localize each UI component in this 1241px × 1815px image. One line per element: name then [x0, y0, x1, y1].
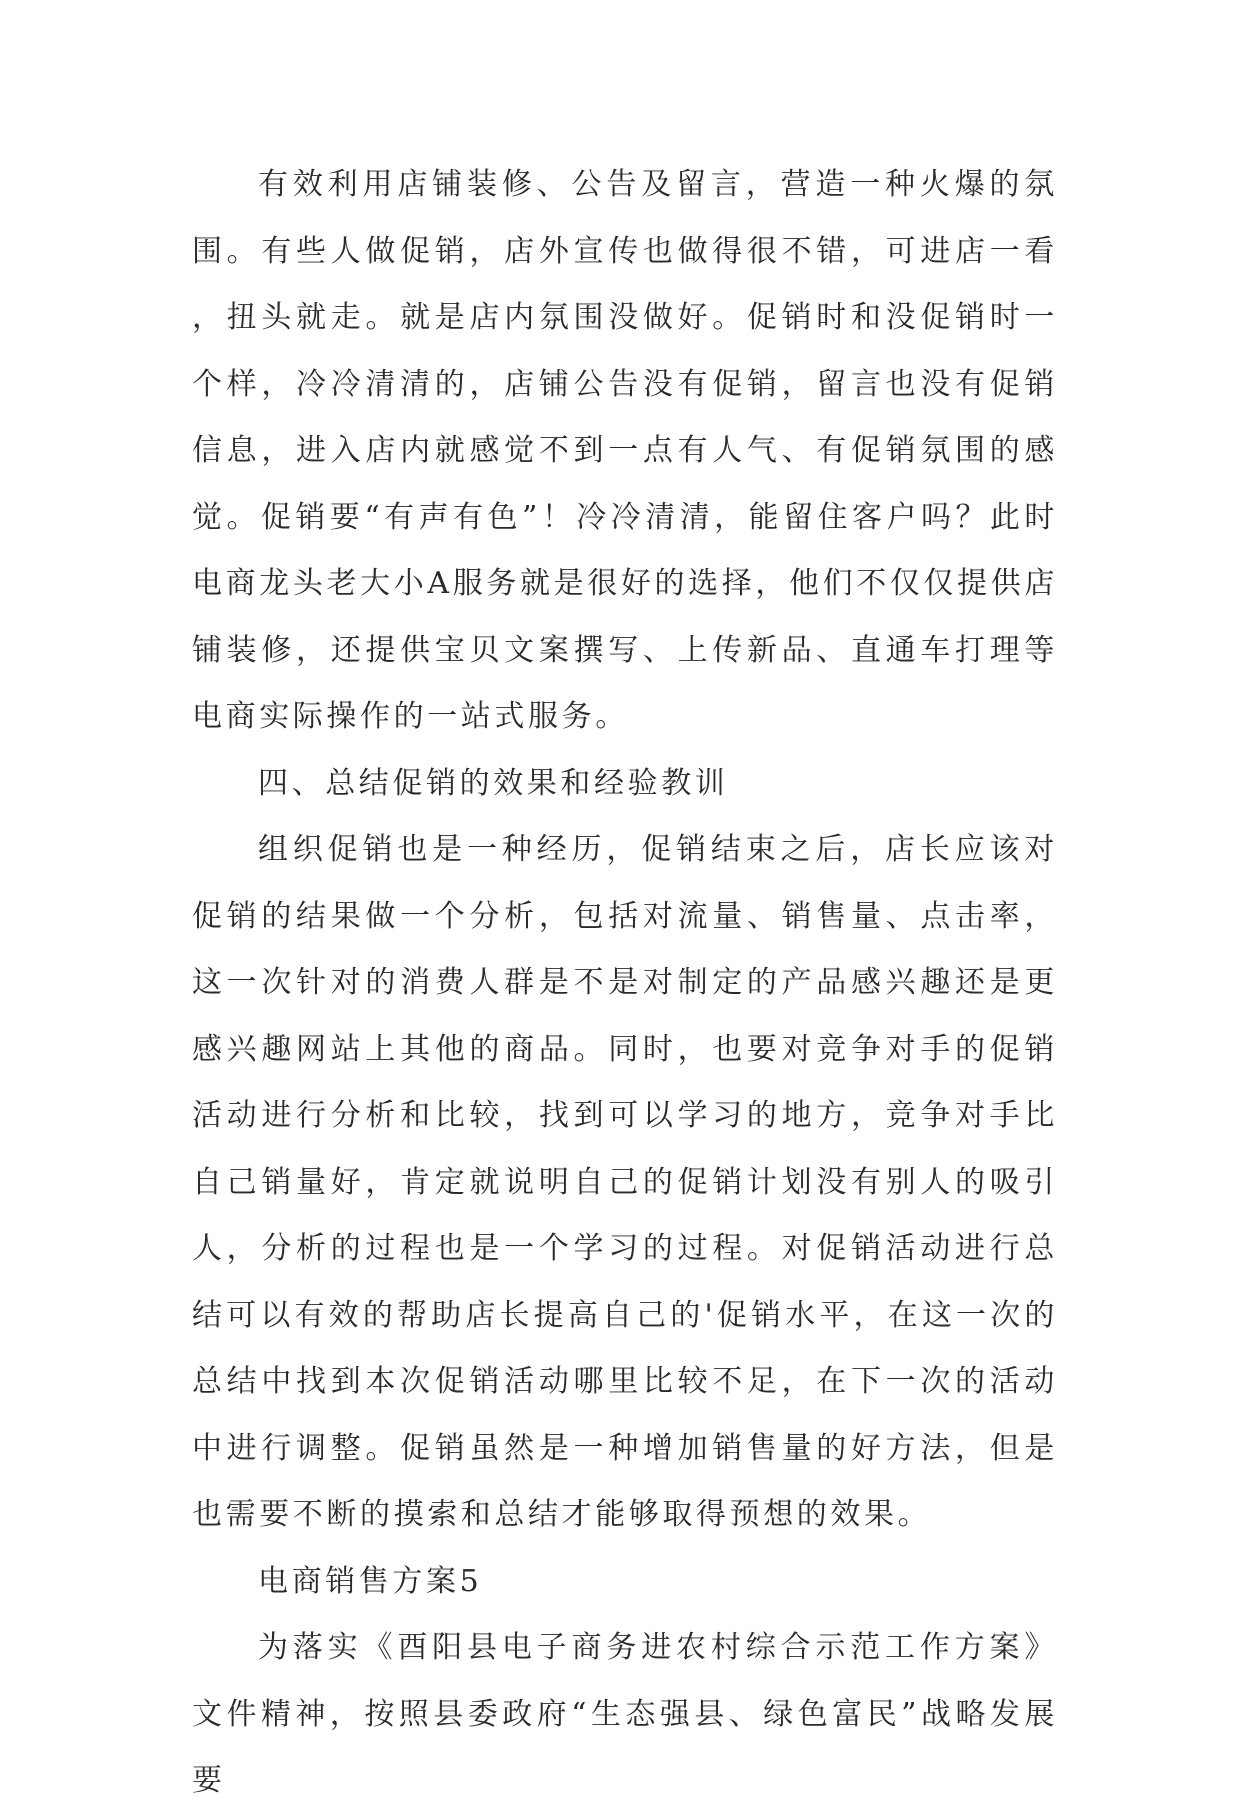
section-heading-plan-5: 电商销售方案5: [258, 1563, 483, 1599]
section-heading-summary: 四、总结促销的效果和经验教训: [258, 765, 729, 801]
paragraph-youyang-plan: 为落实《酉阳县电子商务进农村综合示范工作方案》文件精神，按照县委政府“生态强县、绿色富民”战略发展要: [192, 1630, 1058, 1798]
paragraph-promotion-review: 组织促销也是一种经历，促销结束之后，店长应该对促销的结果做一个分析，包括对流量、销售量、点击率，这一次针对的消费人群是不是对制定的产品感兴趣还是更感兴趣网站上其他的商品。同时，也要对竞争对手的促销活动进行分析和比较，找到可以学习的地方，竞争对手比自己销量好，肯定就说明自己的促销计划没有别人的吸引人，分析的过程也是一个学习的过程。对促销活动进行总结可以有效的帮助店长提高自己的'促销水平，在这一次的总结中找到本次促销活动哪里比较不足，在下一次的活动中进行调整。促销虽然是一种增加销售量的好方法，但是也需要不断的摸索和总结才能够取得预想的效果。: [192, 832, 1058, 1532]
paragraph-store-atmosphere: 有效利用店铺装修、公告及留言，营造一种火爆的氛围。有些人做促销，店外宣传也做得很不错，可进店一看，扭头就走。就是店内氛围没做好。促销时和没促销时一个样，冷冷清清的，店铺公告没有促销，留言也没有促销信息，进入店内就感觉不到一点有人气、有促销氛围的感觉。促销要“有声有色”！冷冷清清，能留住客户吗？此时电商龙头老大小A服务就是很好的选择，他们不仅仅提供店铺装修，还提供宝贝文案撰写、上传新品、直通车打理等电商实际操作的一站式服务。: [192, 167, 1058, 734]
document-body: [192, 152, 1058, 1815]
